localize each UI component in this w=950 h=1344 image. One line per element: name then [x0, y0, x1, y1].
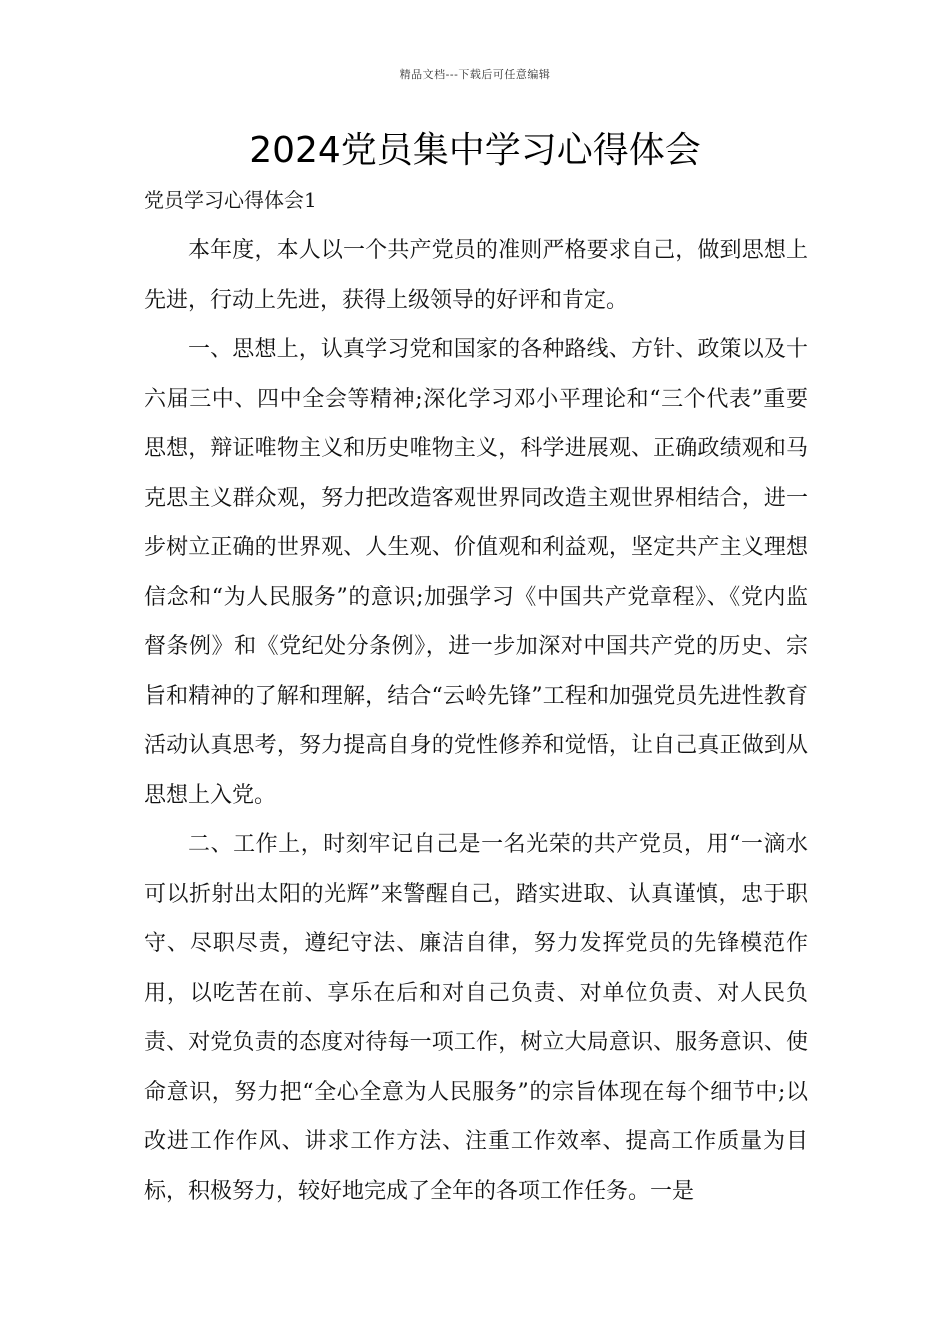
header-note: 精品文档---下载后可任意编辑 [399, 68, 551, 81]
document-title: 2024党员集中学习心得体会 [249, 130, 701, 171]
document-subtitle: 党员学习心得体会1 [144, 188, 317, 212]
paragraph-work: 二、工作上，时刻牢记自己是一名光荣的共产党员，用“一滴水可以折射出太阳的光辉”来警醒自己，踏实进取、认真谨慎，忠于职守、尽职尽责，遵纪守法、廉洁自律，努力发挥党员的先锋模范作用，以吃苦在前、享乐在后和对自己负责、对单位负责、对人民负责、对党负责的态度对待每一项工作，树立大局意识、服务意识、使命意识，努力把“全心全意为人民服务”的宗旨体现在每个细节中;以改进工作作风、讲求工作方法、注重工作效率、提高工作质量为目标，积极努力，较好地完成了全年的各项工作任务。一是 [144, 832, 808, 1204]
paragraph-thought: 一、思想上，认真学习党和国家的各种路线、方针、政策以及十六届三中、四中全会等精神;深化学习邓小平理论和“三个代表”重要思想，辩证唯物主义和历史唯物主义，科学进展观、正确政绩观和马克思主义群众观，努力把改造客观世界同改造主观世界相结合，进一步树立正确的世界观、人生观、价值观和利益观，坚定共产主义理想信念和“为人民服务”的意识;加强学习《中国共产党章程》、《党内监督条例》和《党纪处分条例》，进一步加深对中国共产党的历史、宗旨和精神的了解和理解，结合“云岭先锋”工程和加强党员先进性教育活动认真思考，努力提高自身的党性修养和觉悟，让自己真正做到从思想上入党。 [144, 337, 808, 808]
paragraph-intro: 本年度，本人以一个共产党员的准则严格要求自己，做到思想上先进，行动上先进，获得上级领导的好评和肯定。 [144, 238, 808, 313]
document-body [144, 226, 808, 1216]
